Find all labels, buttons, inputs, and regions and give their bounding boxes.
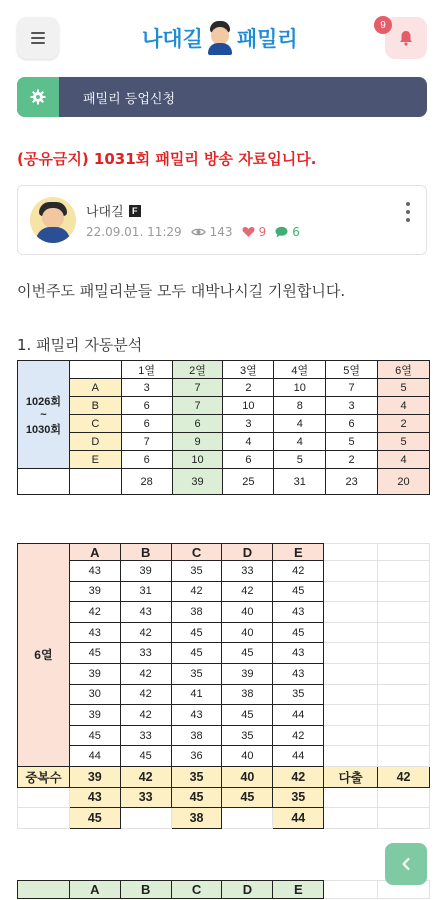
back-button[interactable] — [385, 843, 427, 885]
table-cell: 3 — [121, 379, 172, 397]
empty-cell — [324, 544, 378, 561]
empty-cell — [324, 684, 378, 705]
table-row — [18, 746, 430, 767]
empty-cell — [378, 602, 430, 623]
table-cell: 35 — [222, 725, 273, 746]
empty-cell — [18, 881, 70, 899]
range-label-bottom: 1030회 — [25, 423, 61, 436]
heart-icon — [242, 226, 255, 238]
table-cell: 4 — [378, 397, 430, 415]
table-cell: 6 — [121, 415, 172, 433]
table-row — [18, 397, 430, 415]
auto-analysis-table — [17, 360, 430, 495]
empty-cell — [378, 808, 430, 829]
table-cell: 10 — [274, 379, 326, 397]
table-cell: 4 — [223, 433, 274, 451]
empty-cell — [324, 787, 378, 808]
table-row — [18, 379, 430, 397]
table-cell: 39 — [222, 663, 273, 684]
column-header: C — [171, 544, 222, 561]
table-cell: 44 — [273, 705, 324, 726]
table-cell: 36 — [171, 746, 222, 767]
table-row — [18, 643, 430, 664]
empty-cell — [324, 602, 378, 623]
column-header: D — [222, 544, 273, 561]
empty-cell — [378, 663, 430, 684]
table-cell: 43 — [273, 602, 324, 623]
post-date: 22.09.01. 11:29 — [86, 225, 182, 239]
notification-badge: 9 — [374, 16, 392, 34]
empty-cell — [378, 725, 430, 746]
table-cell: 42 — [69, 602, 120, 623]
dup-cell: 33 — [120, 787, 171, 808]
more-options-button[interactable] — [404, 202, 412, 222]
dup-cell: 45 — [171, 787, 222, 808]
table-row — [18, 602, 430, 623]
side-label-cell — [18, 544, 70, 767]
table-cell: 43 — [171, 705, 222, 726]
table-cell: 9 — [172, 433, 223, 451]
comments[interactable] — [275, 225, 300, 239]
column-header: 4열 — [274, 361, 326, 379]
row-label: B — [69, 397, 121, 415]
table-cell: 35 — [171, 561, 222, 582]
table-cell: 35 — [171, 663, 222, 684]
table-cell: 42 — [273, 725, 324, 746]
table-cell: 42 — [120, 684, 171, 705]
logo-text-right: 패밀리 — [236, 27, 298, 51]
table-row — [18, 415, 430, 433]
table-cell: 5 — [378, 433, 430, 451]
empty-cell — [18, 469, 70, 495]
table-cell: 45 — [222, 643, 273, 664]
author-level-badge: F — [129, 205, 141, 217]
column-header: B — [120, 881, 171, 899]
table-cell: 35 — [273, 684, 324, 705]
table-cell: 40 — [222, 622, 273, 643]
dup-cell: 40 — [222, 766, 273, 787]
table-cell: 40 — [222, 602, 273, 623]
empty-cell — [324, 725, 378, 746]
empty-cell — [324, 705, 378, 726]
row-label: D — [69, 433, 121, 451]
table-cell: 38 — [171, 602, 222, 623]
duplicate-row — [18, 766, 430, 787]
table-cell: 5 — [326, 433, 378, 451]
most-label: 다출 — [324, 766, 378, 787]
post-title: (공유금지) 1031회 패밀리 방송 자료입니다. — [17, 150, 317, 168]
table-cell: 44 — [69, 746, 120, 767]
mascot-icon — [207, 21, 233, 55]
most-value: 42 — [378, 766, 430, 787]
likes-count: 9 — [258, 225, 267, 239]
column-header: B — [120, 544, 171, 561]
table-cell: 42 — [120, 622, 171, 643]
table-cell: 45 — [222, 705, 273, 726]
table-cell: 6 — [223, 451, 274, 469]
table-cell: 10 — [172, 451, 223, 469]
gear-icon — [17, 77, 59, 117]
table-cell: 6 — [172, 415, 223, 433]
hamburger-icon — [31, 32, 45, 44]
next-column-table — [17, 880, 430, 899]
table-cell: 5 — [378, 379, 430, 397]
empty-cell — [324, 881, 378, 899]
duplicate-row — [18, 808, 430, 829]
range-label-top: 1026회 — [25, 395, 61, 408]
dup-cell: 44 — [273, 808, 324, 829]
table-row — [18, 705, 430, 726]
table-cell: 45 — [273, 622, 324, 643]
table-cell: 3 — [223, 415, 274, 433]
empty-cell — [222, 808, 273, 829]
table-cell: 2 — [223, 379, 274, 397]
views-count: 143 — [209, 225, 233, 239]
author-name-text: 나대길 — [86, 205, 124, 220]
table-cell: 43 — [273, 643, 324, 664]
column-header: E — [273, 544, 324, 561]
table-cell: 38 — [222, 684, 273, 705]
table-row — [18, 663, 430, 684]
table-cell: 8 — [274, 397, 326, 415]
dup-cell: 45 — [222, 787, 273, 808]
table-cell: 45 — [69, 725, 120, 746]
row-label: A — [69, 379, 121, 397]
chevron-left-icon — [401, 857, 411, 871]
dup-cell: 38 — [171, 808, 222, 829]
table-cell: 10 — [223, 397, 274, 415]
upgrade-request-banner[interactable] — [17, 77, 427, 117]
table-cell: 3 — [326, 397, 378, 415]
total-cell: 31 — [274, 469, 326, 495]
table-cell: 6 — [326, 415, 378, 433]
empty-cell — [324, 663, 378, 684]
empty-cell — [378, 544, 430, 561]
total-cell: 23 — [326, 469, 378, 495]
table-cell: 39 — [69, 663, 120, 684]
table-cell: 5 — [274, 451, 326, 469]
column-header: 1열 — [121, 361, 172, 379]
table-row — [18, 581, 430, 602]
table-cell: 6 — [121, 397, 172, 415]
total-cell: 20 — [378, 469, 430, 495]
column-header: C — [171, 881, 222, 899]
header — [0, 0, 443, 74]
side-label: 6열 — [34, 648, 53, 663]
row-label: C — [69, 415, 121, 433]
table-cell: 42 — [120, 663, 171, 684]
empty-cell — [324, 622, 378, 643]
avatar[interactable] — [30, 197, 76, 243]
empty-cell — [378, 643, 430, 664]
table-cell: 4 — [378, 451, 430, 469]
table-cell: 31 — [120, 581, 171, 602]
totals-row — [18, 469, 430, 495]
views — [191, 225, 233, 239]
column-header: D — [222, 881, 273, 899]
row-label: E — [69, 451, 121, 469]
post-body: 이번주도 패밀리분들 모두 대박나시길 기원합니다. — [17, 282, 346, 300]
table-row — [18, 622, 430, 643]
column-header: A — [69, 881, 120, 899]
table-cell: 45 — [171, 622, 222, 643]
dup-cell: 35 — [171, 766, 222, 787]
dup-cell: 42 — [273, 766, 324, 787]
table-cell: 43 — [273, 663, 324, 684]
duplicate-row — [18, 787, 430, 808]
table-cell: 4 — [274, 415, 326, 433]
table-cell: 42 — [120, 705, 171, 726]
total-cell: 25 — [223, 469, 274, 495]
dup-cell: 43 — [69, 787, 120, 808]
site-logo[interactable] — [142, 18, 298, 58]
table-cell: 40 — [222, 746, 273, 767]
table-row — [18, 725, 430, 746]
table-row — [18, 451, 430, 469]
table-cell: 33 — [120, 725, 171, 746]
table-cell: 45 — [171, 643, 222, 664]
table-header-row — [18, 544, 430, 561]
column-six-table — [17, 543, 430, 829]
total-cell: 39 — [172, 469, 223, 495]
dup-label: 중복수 — [18, 766, 70, 787]
table-cell: 39 — [69, 581, 120, 602]
empty-cell — [378, 705, 430, 726]
table-cell: 43 — [69, 622, 120, 643]
comments-count: 6 — [292, 225, 300, 239]
table-row — [18, 684, 430, 705]
dup-cell: 45 — [69, 808, 120, 829]
likes[interactable] — [242, 225, 267, 239]
table-cell: 45 — [69, 643, 120, 664]
table-cell: 7 — [121, 433, 172, 451]
empty-cell — [18, 787, 70, 808]
table-cell: 39 — [69, 705, 120, 726]
empty-cell — [120, 808, 171, 829]
table-cell: 7 — [172, 379, 223, 397]
dup-cell: 39 — [69, 766, 120, 787]
empty-cell — [378, 622, 430, 643]
empty-cell — [324, 581, 378, 602]
logo-text-left: 나대길 — [142, 27, 203, 51]
table-cell: 4 — [274, 433, 326, 451]
empty-cell — [324, 643, 378, 664]
range-label-mid: ~ — [40, 408, 47, 421]
table-cell: 7 — [172, 397, 223, 415]
bell-icon — [399, 30, 413, 46]
column-header: E — [273, 881, 324, 899]
empty-cell — [69, 469, 121, 495]
empty-cell — [378, 746, 430, 767]
table-cell: 45 — [273, 581, 324, 602]
table-cell: 42 — [273, 561, 324, 582]
table-cell: 41 — [171, 684, 222, 705]
dup-cell: 42 — [120, 766, 171, 787]
table-cell: 38 — [171, 725, 222, 746]
banner-label: 패밀리 등업신청 — [83, 91, 176, 107]
table-cell: 45 — [120, 746, 171, 767]
table-cell: 30 — [69, 684, 120, 705]
table-cell: 43 — [120, 602, 171, 623]
empty-cell — [324, 561, 378, 582]
column-header: 2열 — [172, 361, 223, 379]
empty-cell — [324, 808, 378, 829]
table-cell: 39 — [120, 561, 171, 582]
column-header: 6열 — [378, 361, 430, 379]
table-cell: 2 — [326, 451, 378, 469]
menu-button[interactable] — [17, 17, 59, 59]
table-cell: 42 — [222, 581, 273, 602]
eye-icon — [191, 227, 206, 237]
table-cell: 7 — [326, 379, 378, 397]
empty-cell — [378, 684, 430, 705]
empty-cell — [378, 581, 430, 602]
author-card — [17, 185, 427, 255]
section-title: 1. 패밀리 자동분석 — [17, 336, 143, 354]
table-header-row — [18, 361, 430, 379]
total-cell: 28 — [121, 469, 172, 495]
empty-cell — [378, 787, 430, 808]
table-cell: 33 — [222, 561, 273, 582]
column-header: 3열 — [223, 361, 274, 379]
corner-cell — [69, 361, 121, 379]
empty-cell — [324, 746, 378, 767]
table-cell: 43 — [69, 561, 120, 582]
dup-cell: 35 — [273, 787, 324, 808]
table-row — [18, 433, 430, 451]
empty-cell — [18, 808, 70, 829]
table-row — [18, 561, 430, 582]
table-cell: 6 — [121, 451, 172, 469]
column-header: A — [69, 544, 120, 561]
table-cell: 33 — [120, 643, 171, 664]
table-cell: 44 — [273, 746, 324, 767]
author-name[interactable] — [86, 201, 141, 220]
empty-cell — [378, 561, 430, 582]
comment-icon — [275, 226, 288, 238]
table-cell: 2 — [378, 415, 430, 433]
table-cell: 42 — [171, 581, 222, 602]
table-header-row — [18, 881, 430, 899]
post-meta — [86, 225, 309, 239]
range-label-cell — [18, 361, 70, 469]
column-header: 5열 — [326, 361, 378, 379]
